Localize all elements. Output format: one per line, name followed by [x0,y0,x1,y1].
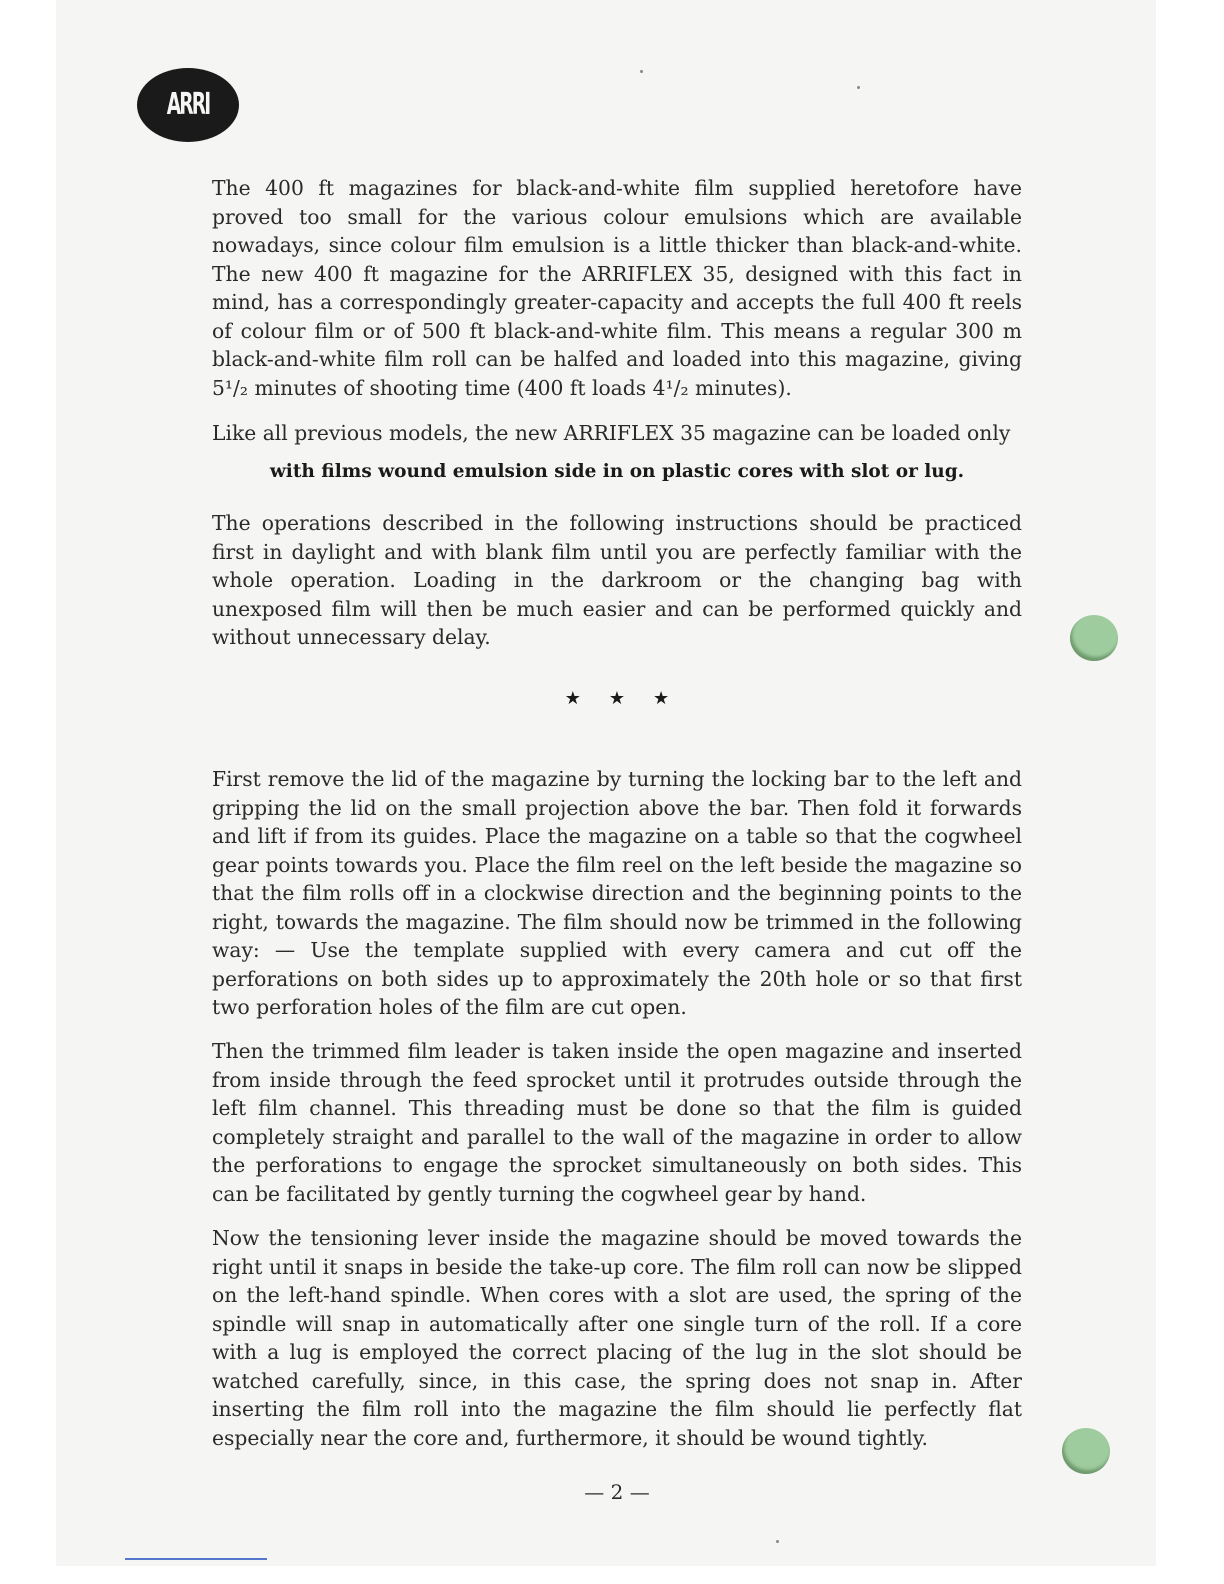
logo-lettering: ARRI [166,87,210,122]
blue-edge-mark [125,1558,267,1560]
paragraph-loading-requirement: with films wound emulsion side in on plastic cores with slot or lug. [269,461,965,482]
paper-speck [857,86,860,89]
punch-hole-upper [1070,615,1118,661]
paragraph-tension-lever: Now the tensioning lever inside the magazine should be moved towards the right until it snaps in beside the take-up core. The film roll can now be slipped on the left-hand spindle. When cores with a slot are used, the spring of the spindle will snap in automatically after one single turn of the roll. If a core with a lug is employed the correct placing of the lug in the slot should be watched carefully, since, in this case, the spring does not snap in. After inserting the film roll into the magazine the film should lie perfectly flat especially near the core and, furthermore, it should be wound tightly. [212,1226,1022,1450]
punch-hole-lower [1062,1428,1110,1474]
paragraph-loading-intro: Like all previous models, the new ARRIFLEX 35 magazine can be loaded only [212,421,1011,445]
section-divider-stars: ★★★ [564,688,698,709]
paper-speck [640,70,643,73]
paragraph-practice-note: The operations described in the following instructions should be practiced first in daylight and with blank film until you are perfectly familiar with the whole operation. Loading in the darkroom or the changing bag with unexposed film will then be much easier and can be performed quickly and without unnecessary delay. [212,511,1022,649]
paragraph-remove-lid: First remove the lid of the magazine by turning the locking bar to the left and gripping the lid on the small projection above the bar. Then fold it forwards and lift if from its guides. Place the magazine on a table so that the cogwheel gear points towards you. Place the film reel on the left beside the magazine so that the film rolls off in a clockwise direction and the beginning points to the right, towards the magazine. The film should now be trimmed in the following way: — Use the template supplied with every camera and cut off the perforations on both sides up to approximately the 20th hole or so that first two perforation holes of the film are cut open. [212,767,1022,1019]
arri-logo [137,68,239,142]
paragraph-thread-leader: Then the trimmed film leader is taken inside the open magazine and inserted from inside through the feed sprocket until it protrudes outside through the left film channel. This threading must be done so that the film is guided completely straight and parallel to the wall of the magazine in order to allow the perforations to engage the sprocket simultaneously on both sides. This can be facilitated by gently turning the cogwheel gear by hand. [212,1039,1022,1206]
page-number: — 2 — [584,1480,650,1504]
paragraph-magazine-capacity: The 400 ft magazines for black-and-white film supplied heretofore have proved too small for the various colour emulsions which are available nowadays, since colour film emulsion is a little thicker than black-and-white. The new 400 ft magazine for the ARRIFLEX 35, designed with this fact in mind, has a correspondingly greater-capacity and accepts the full 400 ft reels of colour film or of 500 ft black-and-white film. This means a regular 300 m black-and-white film roll can be halfed and loaded into this magazine, giving 5¹/₂ minutes of shooting time (400 ft loads 4¹/₂ minutes). [212,176,1022,400]
paper-speck [776,1540,779,1543]
